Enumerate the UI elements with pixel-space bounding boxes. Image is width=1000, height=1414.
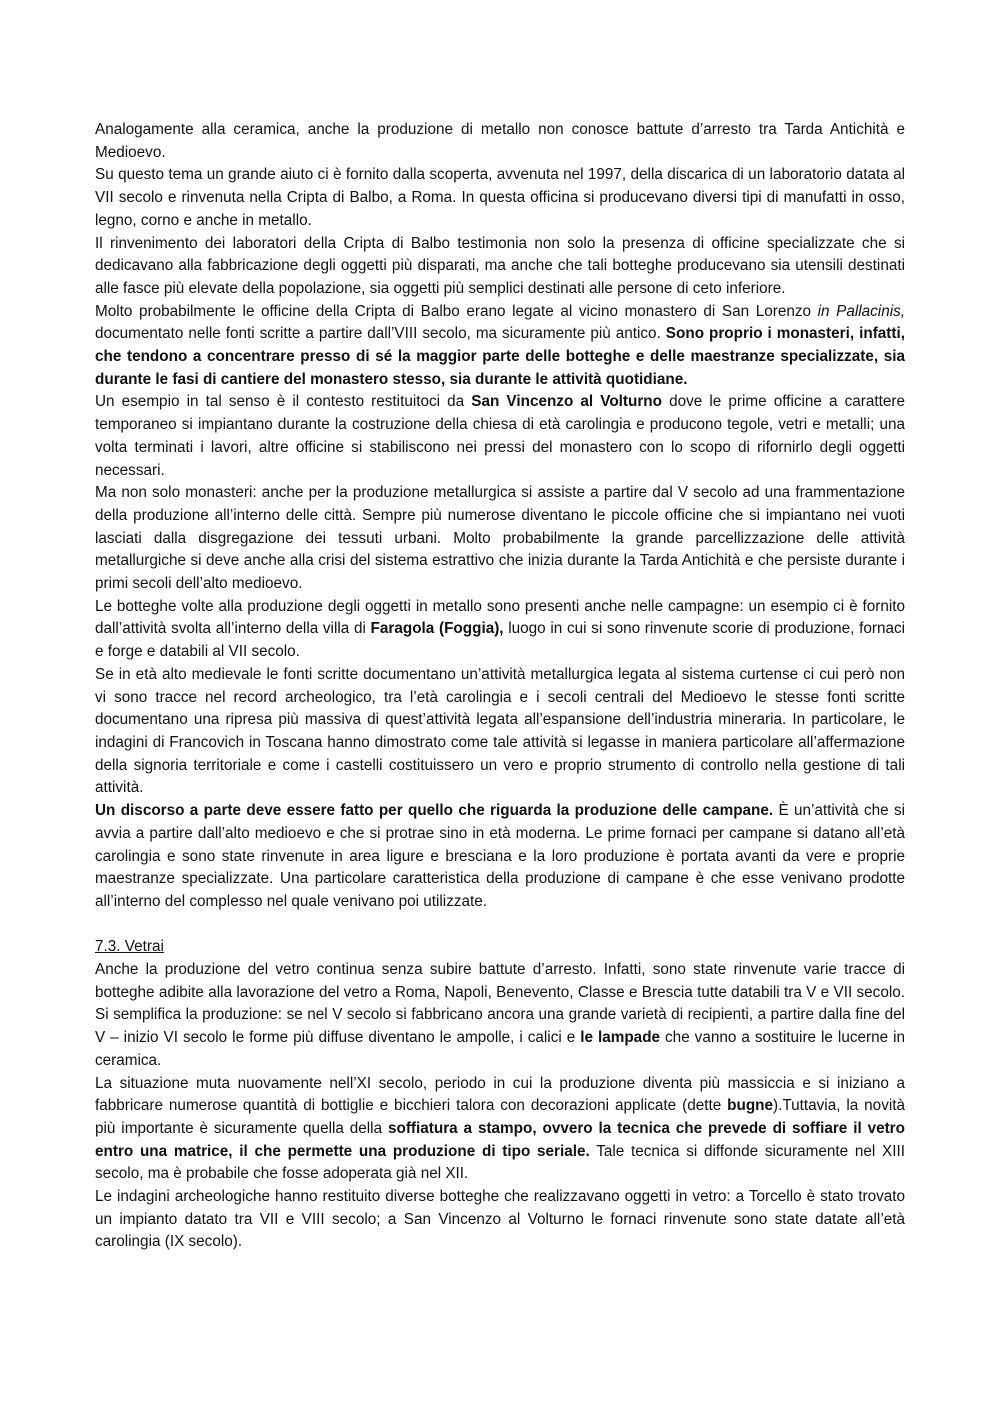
paragraph-5: Un esempio in tal senso è il contesto restituitoci da San Vincenzo al Volturno dove le prime officine a carattere temporaneo si impiantano durante la costruzione della chiesa di età carolingia e producono tegole, vetri e metalli; una volta terminati i lavori, altre officine si stabiliscono nei pressi del monastero con lo scopo di rifornirlo degli oggetti necessari.	[95, 393, 905, 479]
section-heading: 7.3. Vetrai	[95, 938, 164, 956]
paragraph-2: Su questo tema un grande aiuto ci è fornito dalla scoperta, avvenuta nel 1997, della discarica di un laboratorio datata al VII secolo e rinvenuta nella Cripta di Balbo, a Roma. In questa officina si producevano diversi tipi di manufatti in osso, legno, corno e anche in metallo.	[95, 166, 905, 229]
paragraph-8: Se in età alto medievale le fonti scritte documentano un’attività metallurgica legata al sistema curtense ci cui però non vi sono tracce nel record archeologico, tra l’età carolingia e i secoli centrali del Medioevo le stesse fonti scritte documentano una ripresa più massiva di quest’attività legata all’espansione dell’industria mineraria. In particolare, le indagini di Francovich in Toscana hanno dimostrato come tale attività si legasse in maniera particolare all’affermazione della signoria territoriale e come i castelli costituissero un vero e proprio strumento di controllo nella gestione di tali attività.	[95, 665, 905, 797]
paragraph-10: Anche la produzione del vetro continua senza subire battute d’arresto. Infatti, sono state rinvenute varie tracce di botteghe adibite alla lavorazione del vetro a Roma, Napoli, Benevento, Classe e Brescia tutte databili tra V e VII secolo. Si semplifica la produzione: se nel V secolo si fabbricano ancora una grande varietà di recipienti, a partire dalla fine del V – inizio VI secolo le forme più diffuse diventano le ampolle, i calici e le lampade che vanno a sostituire le lucerne in ceramica.	[95, 961, 905, 1069]
paragraph-11: La situazione muta nuovamente nell’XI secolo, periodo in cui la produzione diventa più massiccia e si iniziano a fabbricare numerose quantità di bottiglie e bicchieri talora con decorazioni applicate (dette bugne).Tuttavia, la novità più importante è sicuramente quella della soffiatura a stampo, ovvero la tecnica che prevede di soffiare il vetro entro una matrice, il che permette una produzione di tipo seriale. Tale tecnica si diffonde sicuramente nel XIII secolo, ma è probabile che fosse adoperata già nel XII.	[95, 1074, 905, 1183]
paragraph-7: Le botteghe volte alla produzione degli oggetti in metallo sono presenti anche nelle campagne: un esempio ci è fornito dall’attività svolta all’interno della villa di Faragola (Foggia), luogo in cui si sono rinvenute scorie di produzione, fornaci e forge e databili al VII secolo.	[95, 597, 905, 661]
paragraph-4: Molto probabilmente le officine della Cripta di Balbo erano legate al vicino monastero di San Lorenzo in Pallacinis, documentato nelle fonti scritte a partire dall’VIII secolo, ma sicuramente più antico. Sono proprio i monasteri, infatti, che tendono a concentrare presso di sé la maggior parte delle botteghe e delle maestranze specializzate, sia durante le fasi di cantiere del monastero stesso, sia durante le attività quotidiane.	[95, 302, 905, 388]
blank-line	[95, 914, 905, 937]
document-page	[95, 119, 905, 1254]
paragraph-3: Il rinvenimento dei laboratori della Cripta di Balbo testimonia non solo la presenza di officine specializzate che si dedicavano alla fabbricazione degli oggetti più disparati, ma anche che tali botteghe producevano sia utensili destinati alle fasce più elevate della popolazione, sia oggetti più semplici destinati alle persone di ceto inferiore.	[95, 234, 905, 297]
paragraph-9: Un discorso a parte deve essere fatto per quello che riguarda la produzione delle campane. È un’attività che si avvia a partire dall’alto medioevo e che si protrae sino in età moderna. Le prime fornaci per campane si datano all’età carolingia e sono state rinvenute in area ligure e bresciana e la loro produzione è portata avanti da vere e proprie maestranze specializzate. Una particolare caratteristica della produzione di campane è che esse venivano prodotte all’interno del complesso nel quale venivano poi utilizzate.	[95, 802, 906, 910]
paragraph-1: Analogamente alla ceramica, anche la produzione di metallo non conosce battute d’arresto tra Tarda Antichità e Medioevo.	[95, 121, 905, 161]
paragraph-6: Ma non solo monasteri: anche per la produzione metallurgica si assiste a partire dal V secolo ad una frammentazione della produzione all’interno delle città. Sempre più numerose diventano le piccole officine che si impiantano nei vuoti lasciati dalla disgregazione dei tessuti urbani. Molto probabilmente la grande parcellizzazione delle attività metallurgiche si deve anche alla crisi del sistema estrattivo che inizia durante la Tarda Antichità e che persiste durante i primi secoli dell’alto medioevo.	[95, 484, 905, 593]
paragraph-12: Le indagini archeologiche hanno restituito diverse botteghe che realizzavano oggetti in vetro: a Torcello è stato trovato un impianto datato tra VII e VIII secolo; a San Vincenzo al Volturno le fornaci rinvenute sono state datate all’età carolingia (IX secolo).	[95, 1188, 905, 1251]
